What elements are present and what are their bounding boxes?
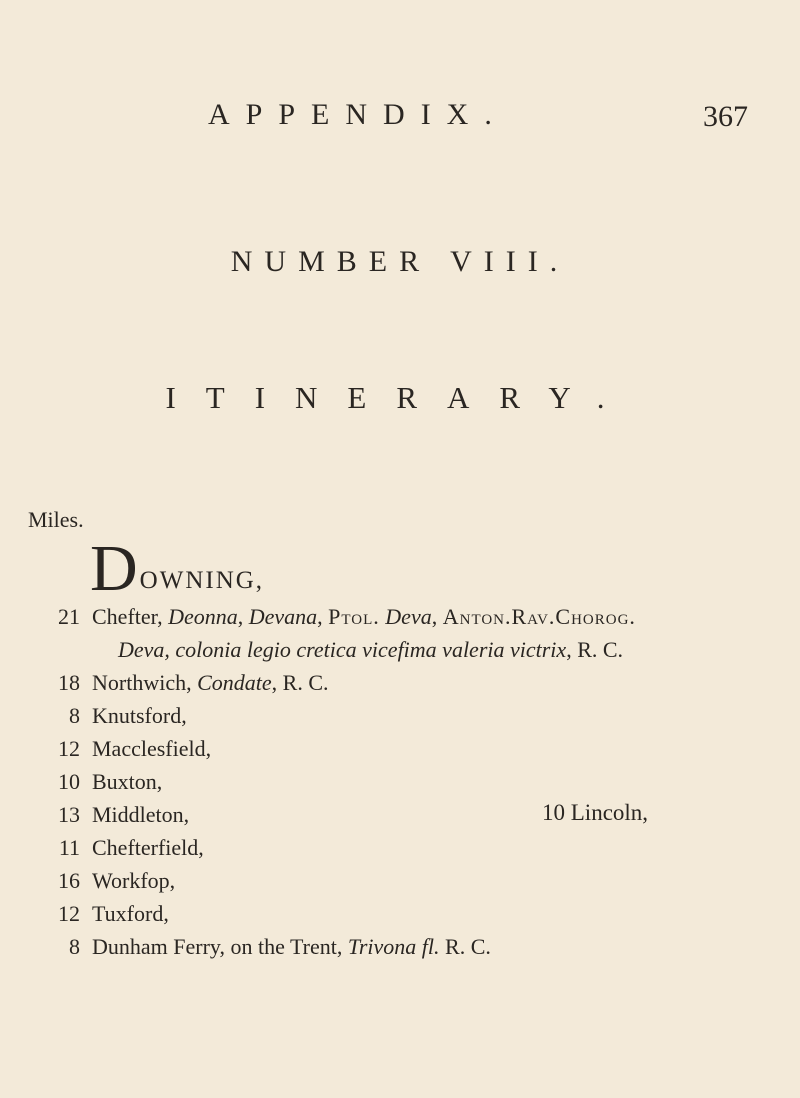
place-text [92, 600, 636, 633]
itinerary-row [0, 600, 800, 633]
drop-cap: D [90, 532, 138, 605]
place-name: Buxton, [92, 769, 163, 794]
ancient-name: Condate [197, 670, 272, 695]
place-name: Chefterfield, [92, 835, 204, 860]
separator: , [431, 604, 443, 629]
place-text [92, 930, 491, 963]
itinerary-row [0, 930, 800, 963]
place-name: Dunham Ferry, on the Trent, [92, 934, 348, 959]
opening-entry [90, 532, 265, 605]
source-reference: Ptol. [328, 604, 380, 629]
place-text [92, 666, 329, 699]
ancient-name: Deonna [168, 604, 238, 629]
ancient-name: Devana [248, 604, 318, 629]
place-name: Workfop, [92, 868, 176, 893]
place-name: Middleton, [92, 802, 190, 827]
source-reference: Anton.Rav.Chorog. [442, 604, 636, 629]
itinerary-row [0, 699, 800, 732]
itinerary-row [0, 765, 800, 798]
note: , R. C. [566, 637, 624, 662]
latin-description: Deva, colonia legio cretica vicefima valeria victrix [118, 637, 567, 662]
place-name: Chefter, [92, 604, 169, 629]
miles-value: 12 [58, 736, 80, 761]
place-name: Northwich, [92, 670, 198, 695]
miles-value: 16 [58, 868, 80, 893]
page-number: 367 [703, 100, 748, 133]
note: R. C. [439, 934, 491, 959]
section-title: NUMBER VIII. [230, 245, 570, 278]
running-head: APPENDIX. [208, 98, 508, 131]
place-name: Tuxford, [92, 901, 169, 926]
itinerary-row [0, 732, 800, 765]
itinerary-heading: ITINERARY. [165, 380, 635, 415]
note: , R. C. [271, 670, 329, 695]
miles-value: 13 [58, 802, 80, 827]
place-name: Macclesfield, [92, 736, 212, 761]
itinerary-row [0, 798, 800, 831]
itinerary-row [0, 864, 800, 897]
place-name: Knutsford, [92, 703, 187, 728]
miles-column-label: Miles. [28, 507, 84, 532]
itinerary-row [0, 831, 800, 864]
catchword: 10 Lincoln, [542, 800, 649, 825]
miles-value: 11 [58, 835, 80, 860]
itinerary-row-continuation [0, 633, 800, 666]
ancient-name: Trivona fl. [347, 934, 440, 959]
miles-value: 8 [69, 703, 80, 728]
itinerary-row [0, 897, 800, 930]
itinerary-list [0, 600, 800, 963]
itinerary-row [0, 666, 800, 699]
miles-value: 8 [69, 934, 80, 959]
miles-value: 21 [58, 604, 80, 629]
opening-word: OWNING, [139, 567, 265, 594]
separator: , [317, 604, 329, 629]
place-text [118, 633, 623, 666]
miles-value: 12 [58, 901, 80, 926]
separator: , [237, 604, 249, 629]
miles-value: 18 [58, 670, 80, 695]
ancient-name: Deva [385, 604, 432, 629]
miles-value: 10 [58, 769, 80, 794]
